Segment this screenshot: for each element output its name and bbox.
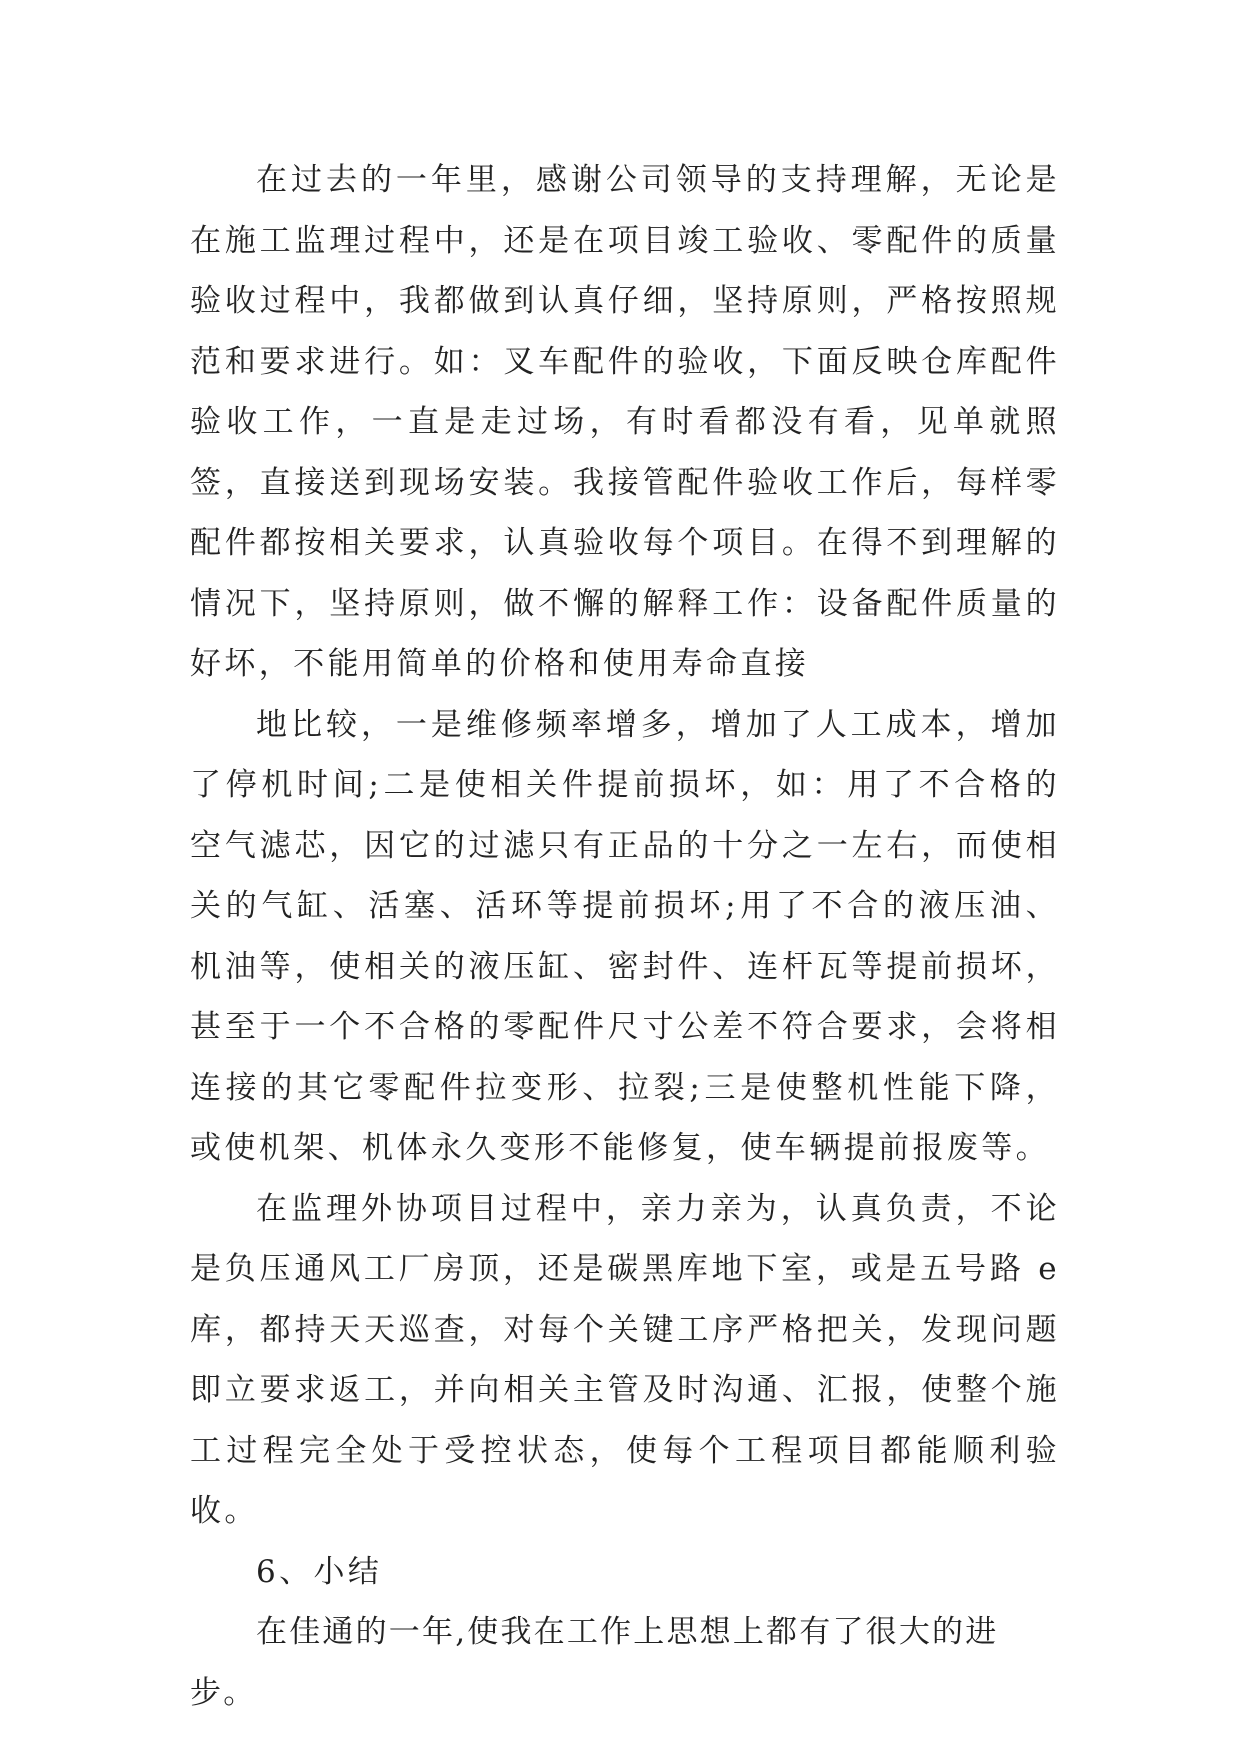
paragraph-project-supervision: 在监理外协项目过程中，亲力亲为，认真负责，不论是负压通风工厂房顶，还是碳黑库地下室，或是五号路 e 库，都持天天巡查，对每个关键工序严格把关，发现问题即立要求返工，并向相关主管及时沟通、汇报，使整个施工过程完全处于受控状态，使每个工程项目都能顺利验收。 — [190, 1190, 1060, 1529]
paragraph-acceptance-work: 在过去的一年里，感谢公司领导的支持理解，无论是在施工监理过程中，还是在项目竣工验收、零配件的质量验收过程中，我都做到认真仔细，坚持原则，严格按照规范和要求进行。如：叉车配件的验收，下面反映仓库配件验收工作，一直是走过场，有时看都没有看，见单就照签，直接送到现场安装。我接管配件验收工作后，每样零配件都按相关要求，认真验收每个项目。在得不到理解的情况下，坚持原则，做不懈的解释工作：设备配件质量的好坏，不能用简单的价格和使用寿命直接 — [190, 162, 1060, 682]
paragraph-quality-comparison: 地比较，一是维修频率增多，增加了人工成本，增加了停机时间;二是使相关件提前损坏，如：用了不合格的空气滤芯，因它的过滤只有正品的十分之一左右，而使相关的气缸、活塞、活环等提前损坏;用了不合的液压油、机油等，使相关的液压缸、密封件、连杆瓦等提前损坏，甚至于一个不合格的零配件尺寸公差不符合要求，会将相连接的其它零配件拉变形、拉裂;三是使整机性能下降，或使机架、机体永久变形不能修复，使车辆提前报废等。 — [190, 706, 1060, 1166]
document-body — [190, 150, 1060, 1723]
section-heading-summary: 6、小结 — [256, 1553, 383, 1590]
paragraph-closing: 在佳通的一年,使我在工作上思想上都有了很大的进步。 — [190, 1614, 999, 1711]
